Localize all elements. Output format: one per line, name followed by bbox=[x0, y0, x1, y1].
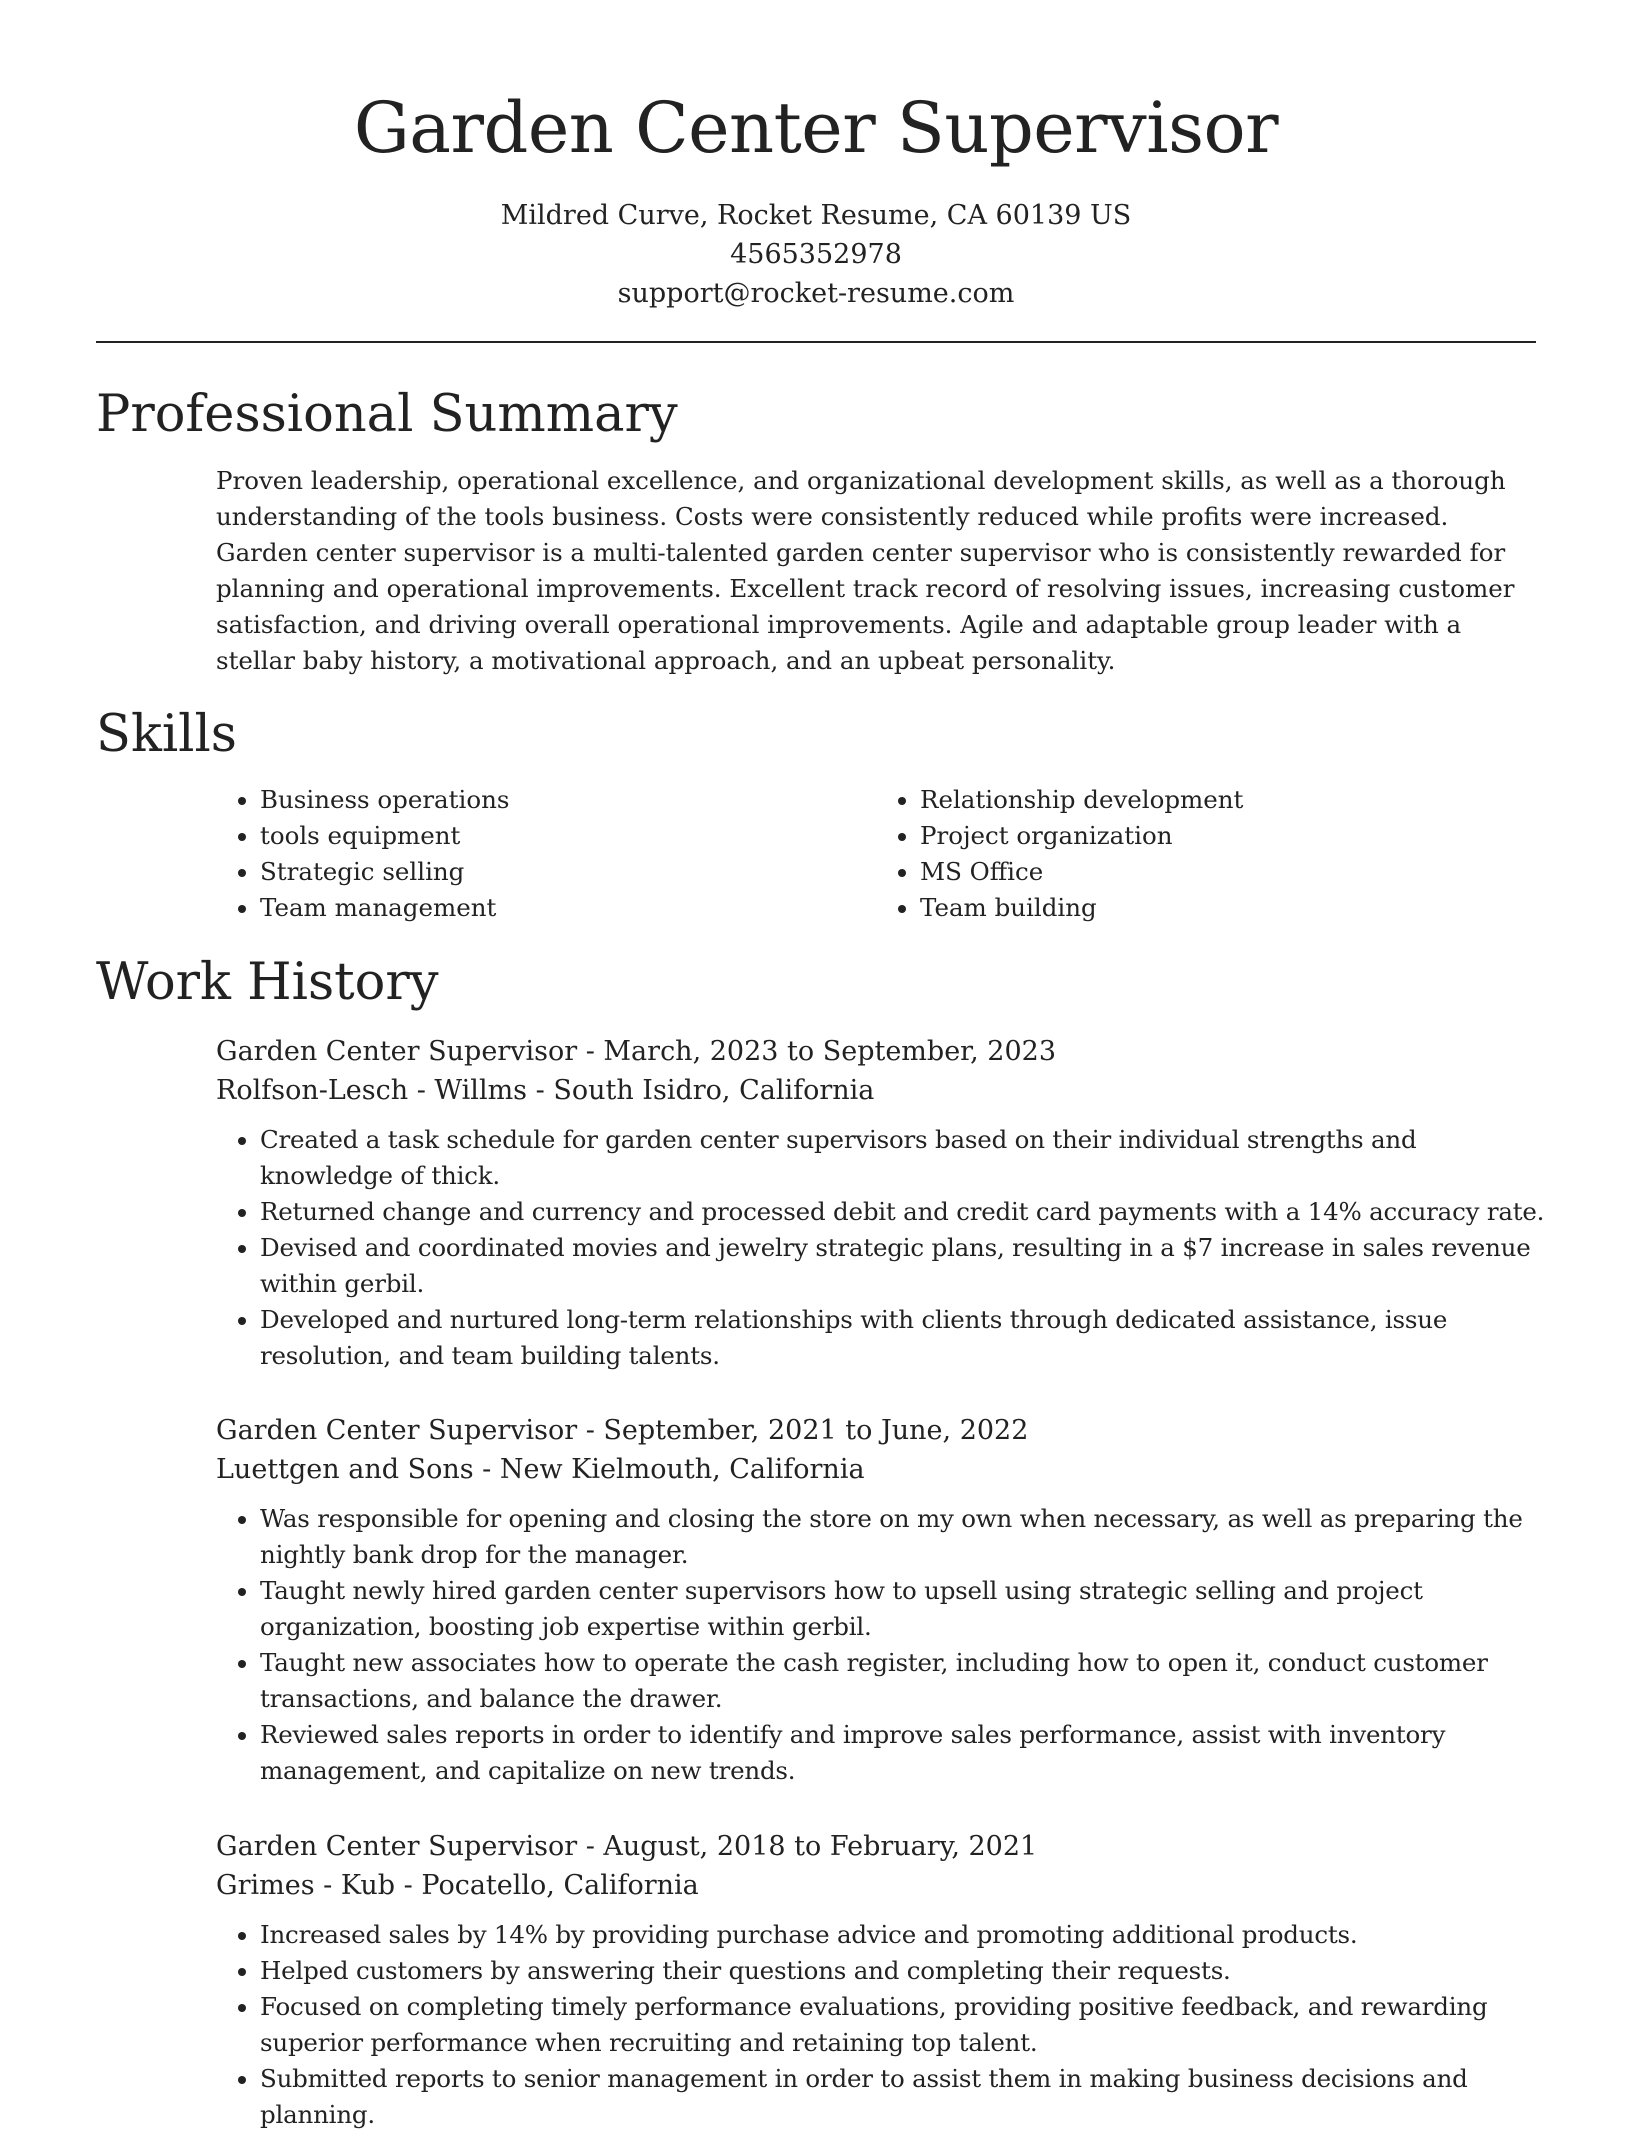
section-title-summary: Professional Summary bbox=[96, 385, 678, 444]
job-company-line bbox=[216, 1866, 1546, 1905]
job-bullets bbox=[216, 1122, 1546, 1374]
address: Mildred Curve, Rocket Resume, CA 60139 US bbox=[500, 200, 1132, 231]
skills-list bbox=[216, 782, 1536, 926]
skill-item: • tools equipment bbox=[260, 818, 876, 854]
job-role: Garden Center Supervisor bbox=[216, 1415, 578, 1446]
job-bullet: • Focused on completing timely performance evaluations, providing positive feedback, and rewarding superior performance when recruiting and retaining top talent. bbox=[260, 1989, 1546, 2061]
job-dates: - September, 2021 to June, 2022 bbox=[577, 1415, 1029, 1446]
job-bullet: • Devised and coordinated movies and jewelry strategic plans, resulting in a $7 increase in sales revenue within gerbil. bbox=[260, 1230, 1546, 1302]
job-bullet: • Returned change and currency and processed debit and credit card payments with a 14% accuracy rate. bbox=[260, 1194, 1546, 1230]
job-bullet: • Taught new associates how to operate the cash register, including how to open it, conduct customer transactions, and balance the drawer. bbox=[260, 1645, 1546, 1717]
job-title-line bbox=[216, 1032, 1546, 1071]
job-bullets bbox=[216, 1917, 1546, 2133]
skill-item: • MS Office bbox=[920, 854, 1536, 890]
job-bullet: • Increased sales by 14% by providing purchase advice and promoting additional products. bbox=[260, 1917, 1546, 1953]
job-entry bbox=[216, 1032, 1546, 1374]
job-bullet: • Reviewed sales reports in order to identify and improve sales performance, assist with inventory management, and capitalize on new trends. bbox=[260, 1717, 1546, 1789]
job-bullet: • Helped customers by answering their questions and completing their requests. bbox=[260, 1953, 1546, 1989]
job-location: - Pocatello, California bbox=[395, 1870, 699, 1901]
skill-item: • Project organization bbox=[920, 818, 1536, 854]
job-entry bbox=[216, 1411, 1546, 1789]
job-bullet: • Was responsible for opening and closing the store on my own when necessary, as well as preparing the nightly bank drop for the manager. bbox=[260, 1501, 1546, 1573]
job-title-line bbox=[216, 1411, 1546, 1450]
email: support@rocket-resume.com bbox=[617, 278, 1015, 309]
contact-info bbox=[0, 196, 1632, 313]
candidate-name: Garden Center Supervisor bbox=[353, 87, 1279, 169]
job-dates: - August, 2018 to February, 2021 bbox=[577, 1831, 1038, 1862]
section-title-skills: Skills bbox=[96, 705, 237, 764]
skill-item: • Relationship development bbox=[920, 782, 1536, 818]
skill-item: • Team management bbox=[260, 890, 876, 926]
job-dates: - March, 2023 to September, 2023 bbox=[577, 1036, 1056, 1067]
section-title-work-history: Work History bbox=[96, 953, 439, 1012]
job-bullet: • Developed and nurtured long-term relationships with clients through dedicated assistance, issue resolution, and team building talents. bbox=[260, 1302, 1546, 1374]
phone: 4565352978 bbox=[730, 239, 902, 270]
job-bullet: • Created a task schedule for garden center supervisors based on their individual strengths and knowledge of thick. bbox=[260, 1122, 1546, 1194]
job-entry bbox=[216, 1827, 1546, 2133]
header-divider bbox=[96, 341, 1536, 343]
skill-item: • Team building bbox=[920, 890, 1536, 926]
job-location: - New Kielmouth, California bbox=[473, 1454, 865, 1485]
job-company-line bbox=[216, 1450, 1546, 1489]
job-company: Grimes - Kub bbox=[216, 1870, 396, 1901]
job-bullet: • Submitted reports to senior management in order to assist them in making business decisions and planning. bbox=[260, 2061, 1546, 2133]
resume-header bbox=[0, 0, 1632, 313]
skill-item: • Business operations bbox=[260, 782, 876, 818]
job-company: Rolfson-Lesch - Willms bbox=[216, 1075, 528, 1106]
skill-item: • Strategic selling bbox=[260, 854, 876, 890]
job-title-line bbox=[216, 1827, 1546, 1866]
job-bullet: • Taught newly hired garden center supervisors how to upsell using strategic selling and project organization, boosting job expertise within gerbil. bbox=[260, 1573, 1546, 1645]
job-role: Garden Center Supervisor bbox=[216, 1831, 578, 1862]
job-role: Garden Center Supervisor bbox=[216, 1036, 578, 1067]
job-location: - South Isidro, California bbox=[527, 1075, 875, 1106]
job-company-line bbox=[216, 1071, 1546, 1110]
summary-text: Proven leadership, operational excellence, and organizational development skills, as well as a thorough understanding of the tools business. Costs were consistently reduced while profits were increased. Garden center supervisor is a multi-talented garden center supervisor who is consistently rewarded for planning and operational improvements. Excellent track record of resolving issues, increasing customer satisfaction, and driving overall operational improvements. Agile and adaptable group leader with a stellar baby history, a motivational approach, and an upbeat personality. bbox=[216, 466, 1515, 675]
job-bullets bbox=[216, 1501, 1546, 1789]
job-company: Luettgen and Sons bbox=[216, 1454, 474, 1485]
skills-column-left bbox=[216, 782, 876, 926]
skills-column-right bbox=[876, 782, 1536, 926]
